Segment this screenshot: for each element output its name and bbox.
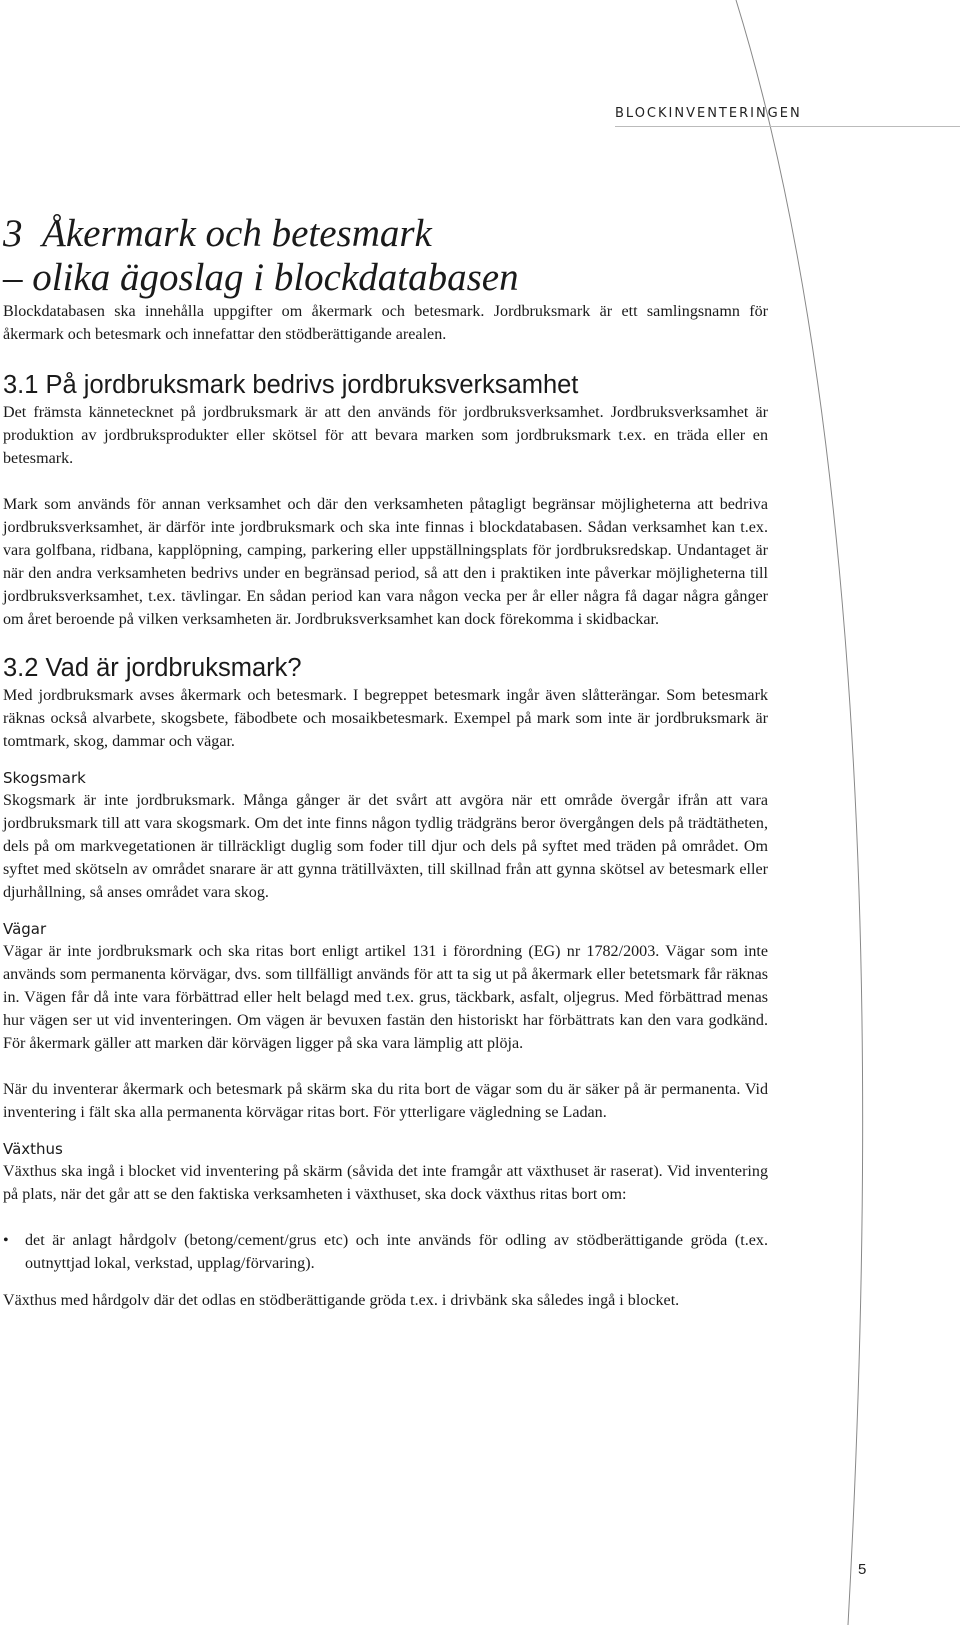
section-3-1 [3,370,768,631]
subsection-skogsmark [3,768,768,904]
section-3-1-heading: 3.1 På jordbruksmark bedrivs jordbruksverksamhet [3,371,579,399]
chapter-intro: Blockdatabasen ska innehålla uppgifter om åkermark och betesmark. Jordbruksmark är ett samlingsnamn för åkermark och betesmark och innefattar den stödberättigande arealen. [3,303,768,343]
section-3-2-intro: Med jordbruksmark avses åkermark och betesmark. I begreppet betesmark ingår även slåtterängar. Som betesmark räknas också alvarbete, skogsbete, fäbodbete och mosaikbetesmark. Exempel på mark som inte är jordbruksmark är tomtmark, skog, dammar och vägar. [3,687,768,750]
skogsmark-text: Skogsmark är inte jordbruksmark. Många gånger är det svårt att avgöra när ett område övergår ifrån att vara jordbruksmark till att vara skogsmark. Om det inte finns någon tydlig trädgräns beror övergången dels på trädtätheten, dels på om markvegetationen är tillräckligt duglig som foder till djur och dels på syftet med träden på området. Om syftet med skötseln av området snarare är att gynna trätillväxten, till skillnad från att gynna skötsel av betesmark eller djurhållning, så anses området vara skog. [3,792,768,901]
page-content [3,212,768,1312]
list-item [3,1229,768,1275]
section-3-1-paragraph-1: Det främsta kännetecknet på jordbruksmark är att den används för jordbruksverksamhet. Jordbruksverksamhet är produktion av jordbruksprodukter eller skötsel för att bevara marken som jordbruksmark t.ex. en träda eller en betesmark. [3,404,768,467]
section-3-1-paragraph-2: Mark som används för annan verksamhet och där den verksamheten påtagligt begränsar möjligheterna att bedriva jordbruksverksamhet, är därför inte jordbruksmark och ska inte finnas i blockdatabasen. Sådan verksamhet kan t.ex. vara golfbana, ridbana, kapplöpning, camping, parkering eller uppställningsplats för jordbruksredskap. Undantaget är när den andra verksamheten bedrivs under en begränsad period, så att den i praktiken inte påverkar möjligheterna till jordbruksverksamhet, t.ex. tävlingar. En sådan period kan vara någon vecka per år eller några få dagar några gånger om året beroende på vilken verksamheten är. Jordbruksverksamhet kan dock förekomma i skidbackar. [3,496,768,628]
list-item-text: det är anlagt hårdgolv (betong/cement/grus etc) och inte används för odling av stödberättigande gröda (t.ex. outnyttjad lokal, verkstad, upplag/förvaring). [25,1232,768,1272]
vaxthus-closing: Växthus med hårdgolv där det odlas en stödberättigande gröda t.ex. i drivbänk ska således ingå i blocket. [3,1292,680,1309]
bullet-icon: • [3,1232,9,1249]
vagar-paragraph-2: När du inventerar åkermark och betesmark på skärm ska du rita bort de vägar som du är säker på är permanenta. Vid inventering i fält ska alla permanenta körvägar ritas bort. För ytterligare vägledning se Ladan. [3,1081,768,1121]
subsection-vagar [3,919,768,1124]
chapter-title-line-1: 3 Åkermark och betesmark [3,212,432,255]
chapter-title [3,212,768,300]
vaxthus-text: Växthus ska ingå i blocket vid inventering på skärm (såvida det inte framgår att växthuset är raserat). Vid inventering på plats, när det går att se den faktiska verksamheten i växthuset, ska dock växthus ritas bort om: [3,1163,768,1203]
vagar-paragraph-1: Vägar är inte jordbruksmark och ska ritas bort enligt artikel 131 i förordning (EG) nr 1782/2003. Vägar som inte används som permanenta körvägar, dvs. som tillfälligt används för att ta sig ut på åkermark eller betetsmark får räknas in. Vägen får då inte vara förbättrad eller helt belagd med t.ex. grus, täckbark, asfalt, oljegrus. Med förbättrad menas hur vägen ser ut vid inventeringen. Om vägen är bevuxen fastän den historiskt har förbättrats kan den vara godkänd. För åkermark gäller att marken där körvägen ligger på ska vara lämplig att plöja. [3,943,768,1052]
vaxthus-heading: Växthus [3,1140,63,1158]
vagar-heading: Vägar [3,920,47,938]
chapter-title-line-2: – olika ägoslag i blockdatabasen [3,256,519,299]
page-number: 5 [858,1561,867,1578]
skogsmark-heading: Skogsmark [3,769,86,787]
subsection-vaxthus [3,1139,768,1312]
section-3-2 [3,653,768,1312]
section-3-2-heading: 3.2 Vad är jordbruksmark? [3,654,302,682]
running-header: BLOCKINVENTERINGEN [615,106,802,121]
vaxthus-bullet-list [3,1229,768,1275]
header-rule [615,126,960,127]
